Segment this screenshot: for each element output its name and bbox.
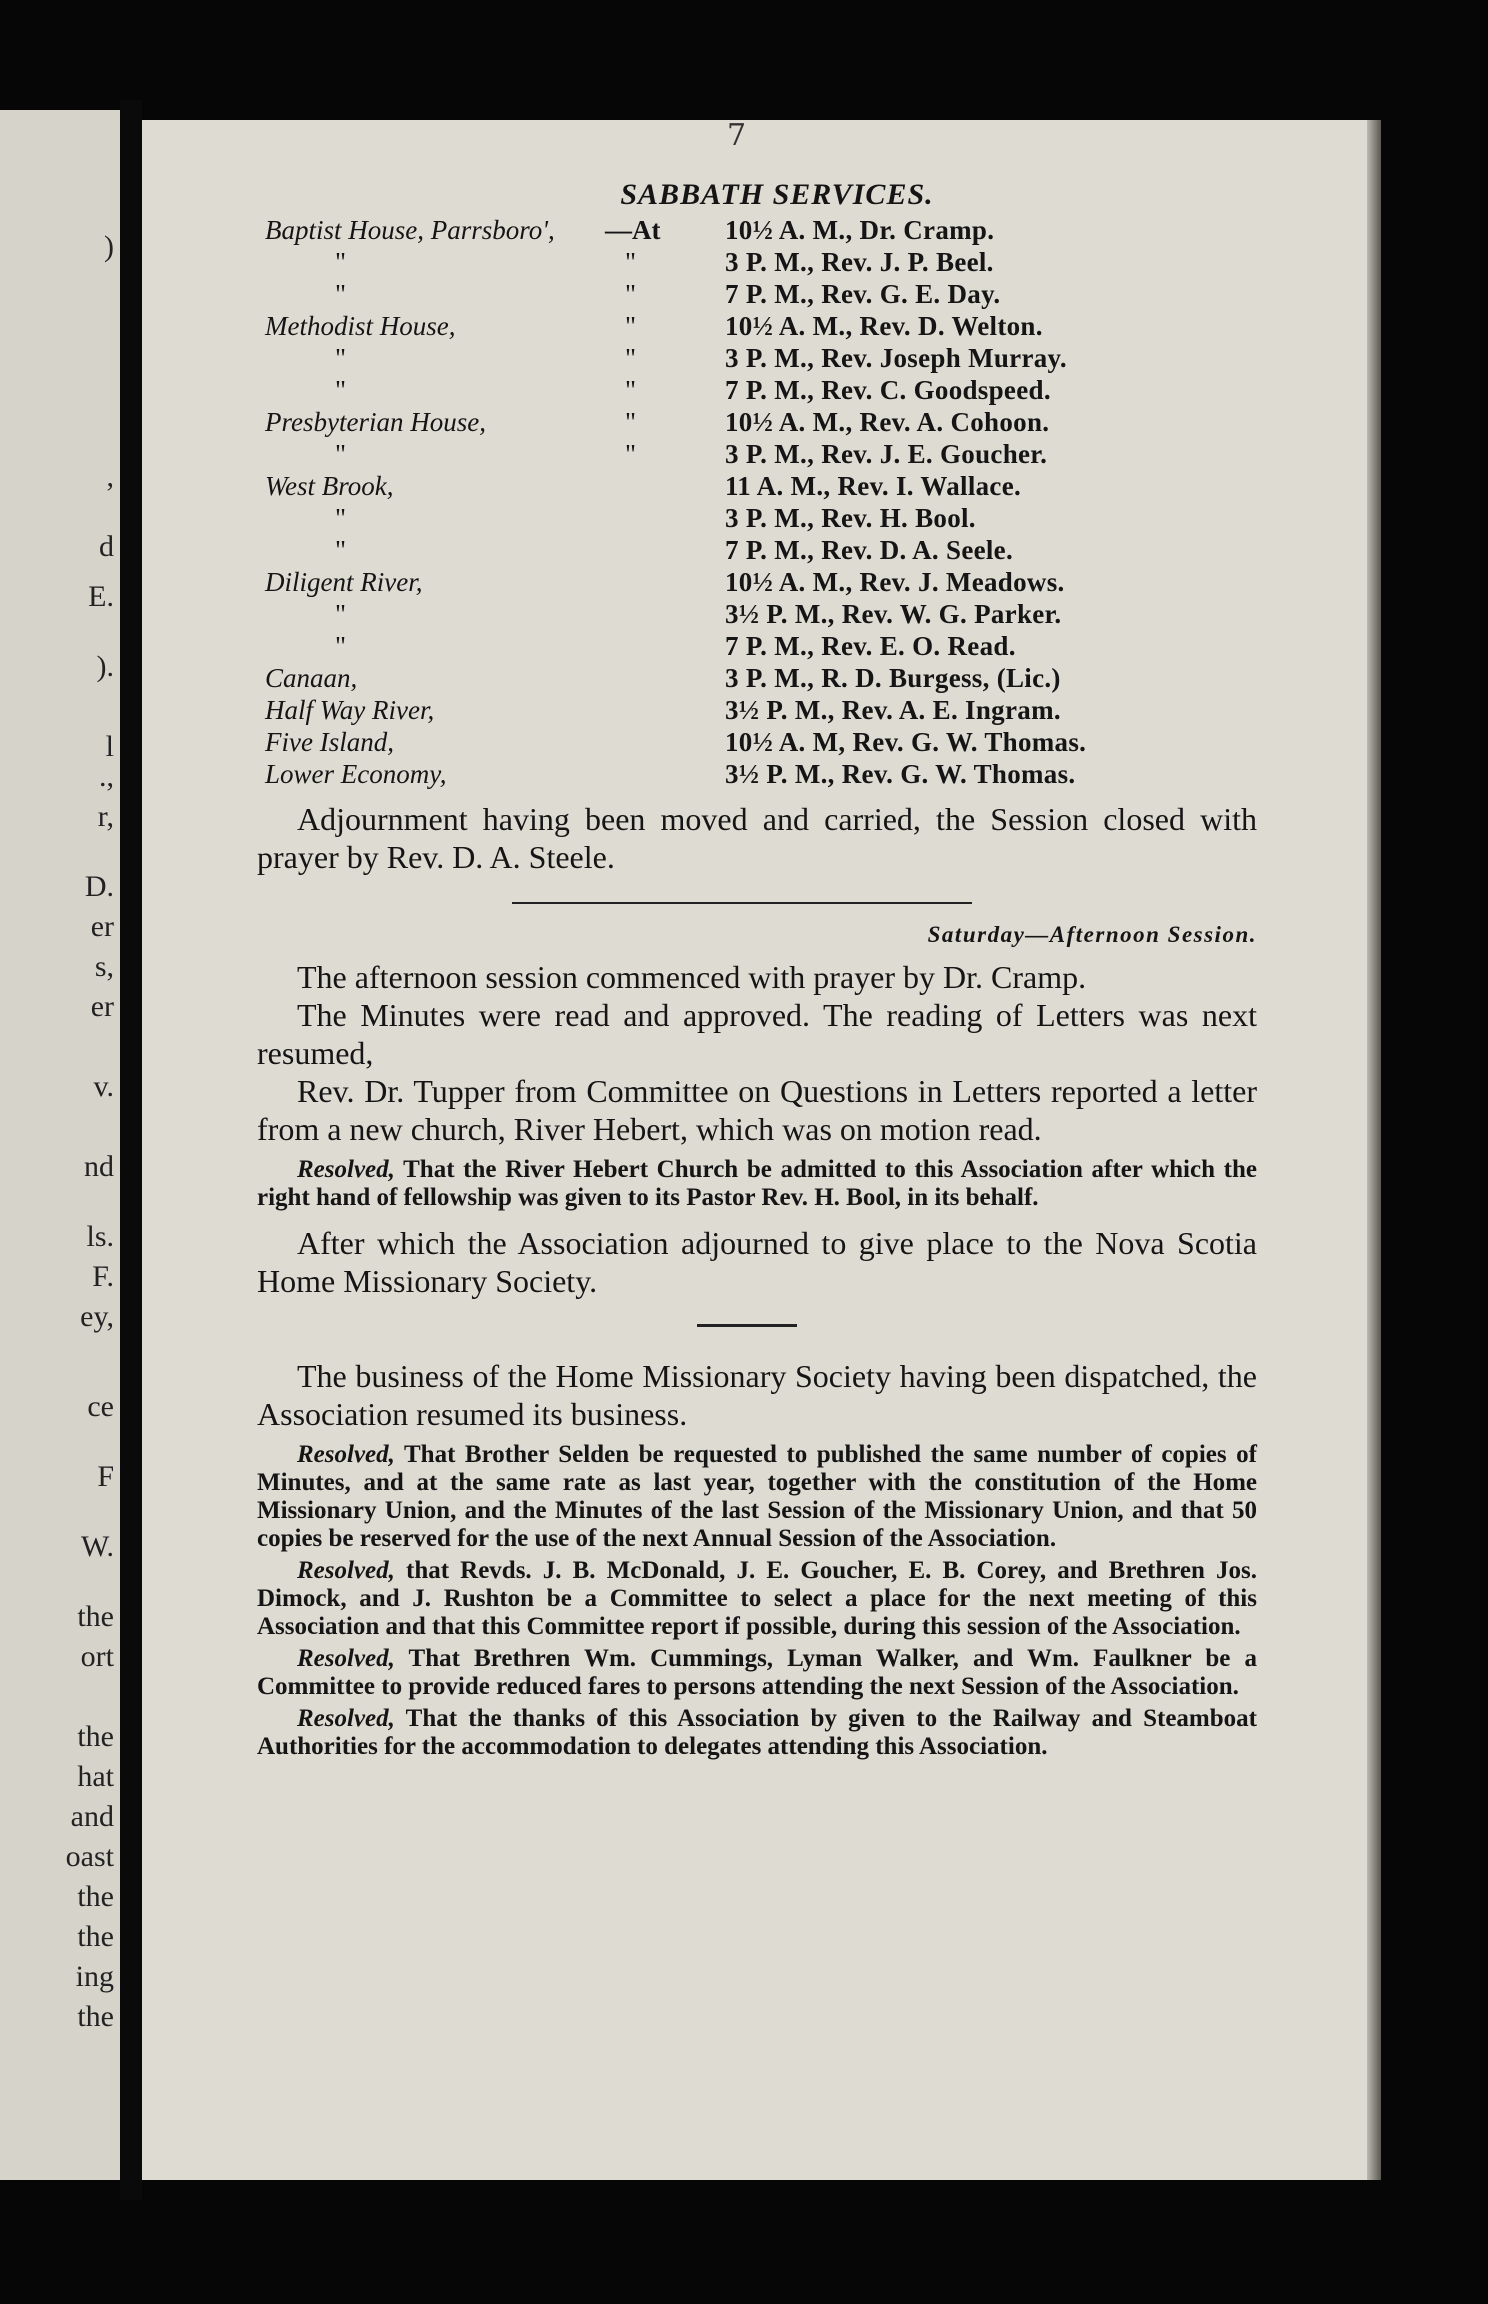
- page-content: [257, 120, 1257, 1765]
- service-row: [265, 278, 1125, 310]
- left-page-fragment: hat: [77, 1760, 114, 1793]
- service-row: [265, 630, 1125, 662]
- afternoon-paragraph: Rev. Dr. Tupper from Committee on Questions in Letters reported a letter from a new church, River Hebert, which was on motion read.: [257, 1073, 1257, 1147]
- resolution-paragraph: [257, 1645, 1257, 1701]
- service-time: 3½ P. M., Rev. A. E. Ingram.: [725, 695, 1061, 725]
- service-time: 10½ A. M., Dr. Cramp.: [725, 215, 995, 245]
- service-time: 3½ P. M., Rev. W. G. Parker.: [725, 599, 1062, 629]
- service-place: Diligent River,: [265, 567, 423, 597]
- resolution-lead: Resolved,: [297, 1645, 395, 1672]
- service-ditto: [605, 598, 725, 630]
- short-divider: [697, 1324, 797, 1327]
- left-page-fragment: l: [105, 730, 114, 763]
- left-page-fragment: the: [77, 2000, 114, 2033]
- left-page-fragment: ,: [106, 460, 114, 493]
- left-page-fragment: D.: [84, 870, 114, 903]
- service-place: West Brook,: [265, 471, 394, 501]
- business-paragraph: The business of the Home Missionary Society having been dispatched, the Association resumed its business.: [257, 1358, 1257, 1432]
- service-time: 10½ A. M., Rev. D. Welton.: [725, 311, 1043, 341]
- left-page-edge: [0, 110, 120, 2180]
- service-ditto: ": [625, 311, 637, 341]
- service-ditto: ": [625, 439, 637, 469]
- service-place: ": [335, 247, 347, 277]
- service-time: 10½ A. M, Rev. G. W. Thomas.: [725, 727, 1087, 757]
- service-time: 3½ P. M., Rev. G. W. Thomas.: [725, 759, 1076, 789]
- left-page-fragment: er: [90, 910, 114, 943]
- service-row: [265, 310, 1125, 342]
- left-page-fragment: s,: [94, 950, 114, 983]
- service-place: ": [335, 375, 347, 405]
- resolution-text: That the thanks of this Association by given to the Railway and Steamboat Authorities for the accommodation to delegates attending this Association.: [257, 1705, 1257, 1760]
- services-table: [265, 214, 1125, 790]
- service-ditto: [605, 566, 725, 598]
- section-heading: SABBATH SERVICES.: [620, 178, 934, 211]
- service-ditto: ": [625, 279, 637, 309]
- service-place: ": [335, 503, 347, 533]
- left-page-fragment: F: [97, 1460, 114, 1493]
- resolutions-list: [257, 1441, 1257, 1761]
- service-ditto: [605, 534, 725, 566]
- resolution-lead: Resolved,: [297, 1705, 395, 1732]
- service-time: 7 P. M., Rev. E. O. Read.: [725, 631, 1016, 661]
- session-title: Saturday—Afternoon Session.: [927, 922, 1257, 947]
- afternoon-paragraph: The Minutes were read and approved. The reading of Letters was next resumed,: [257, 997, 1257, 1071]
- service-row: [265, 598, 1125, 630]
- service-ditto: [605, 662, 725, 694]
- service-row: [265, 470, 1125, 502]
- resolution-text: That Brother Selden be requested to published the same number of copies of Minutes, and at the same rate as last year, together with the constitution of the Home Missionary Union, and the Minutes of the last Session of the Missionary Union, and that 50 copies be reserved for the use of the next Annual Session of the Association.: [257, 1441, 1257, 1552]
- service-time: 3 P. M., Rev. Joseph Murray.: [725, 343, 1067, 373]
- afternoon-paragraph: The afternoon session commenced with prayer by Dr. Cramp.: [297, 959, 1087, 995]
- service-place: ": [335, 599, 347, 629]
- resolution-text: that Revds. J. B. McDonald, J. E. Goucher, E. B. Corey, and Brethren Jos. Dimock, and J. Rushton be a Committee to select a place for the next meeting of this Association and that this Committee report if possible, during this session of the Association.: [257, 1557, 1258, 1640]
- left-page-fragment: and: [70, 1800, 114, 1833]
- service-row: [265, 566, 1125, 598]
- left-page-fragment: W.: [80, 1530, 114, 1563]
- left-page-fragment: d: [99, 530, 114, 563]
- adjourned-paragraph: After which the Association adjourned to give place to the Nova Scotia Home Missionary Society.: [257, 1225, 1257, 1299]
- service-place: ": [335, 439, 347, 469]
- left-page-fragment: er: [90, 990, 114, 1023]
- service-ditto: [605, 694, 725, 726]
- service-place: Half Way River,: [265, 695, 435, 725]
- left-page-fragment: oast: [65, 1840, 114, 1873]
- left-page-fragment: the: [77, 1880, 114, 1913]
- service-place: ": [335, 631, 347, 661]
- service-place: Baptist House, Parrsboro',: [265, 215, 555, 245]
- service-row: [265, 694, 1125, 726]
- service-row: [265, 246, 1125, 278]
- service-ditto: —At: [605, 215, 661, 245]
- left-page-fragment: ing: [75, 1960, 114, 1993]
- service-place: ": [335, 279, 347, 309]
- adjournment-paragraph: Adjournment having been moved and carried, the Session closed with prayer by Rev. D. A. Steele.: [257, 801, 1257, 875]
- left-page-fragment: r,: [97, 800, 114, 833]
- service-time: 7 P. M., Rev. G. E. Day.: [725, 279, 1001, 309]
- resolution-paragraph: [257, 1557, 1257, 1641]
- left-page-fragment: nd: [84, 1150, 114, 1183]
- service-ditto: [605, 502, 725, 534]
- left-page-fragment: F.: [92, 1260, 114, 1293]
- service-time: 3 P. M., Rev. J. E. Goucher.: [725, 439, 1048, 469]
- service-row: [265, 662, 1125, 694]
- service-time: 3 P. M., Rev. J. P. Beel.: [725, 247, 994, 277]
- service-time: 7 P. M., Rev. D. A. Seele.: [725, 535, 1014, 565]
- service-place: Lower Economy,: [265, 759, 447, 789]
- left-page-fragment: ls.: [86, 1220, 114, 1253]
- service-time: 3 P. M., Rev. H. Bool.: [725, 503, 976, 533]
- service-ditto: [605, 726, 725, 758]
- page-number: 7: [727, 120, 747, 153]
- service-place: Methodist House,: [265, 311, 456, 341]
- service-time: 11 A. M., Rev. I. Wallace.: [725, 471, 1022, 501]
- service-row: [265, 214, 1125, 246]
- service-ditto: [605, 470, 725, 502]
- resolution-lead: Resolved,: [297, 1441, 395, 1468]
- service-row: [265, 374, 1125, 406]
- service-time: 7 P. M., Rev. C. Goodspeed.: [725, 375, 1051, 405]
- resolution-text: That Brethren Wm. Cummings, Lyman Walker, and Wm. Faulkner be a Committee to provide reduced fares to persons attending the next Session of the Association.: [257, 1645, 1257, 1700]
- service-place: ": [335, 343, 347, 373]
- service-row: [265, 438, 1125, 470]
- service-row: [265, 726, 1125, 758]
- left-page-fragment: the: [77, 1600, 114, 1633]
- resolution-paragraph: [257, 1441, 1257, 1553]
- left-page-fragment: the: [77, 1920, 114, 1953]
- service-time: 3 P. M., R. D. Burgess, (Lic.): [725, 663, 1061, 693]
- service-ditto: ": [625, 407, 637, 437]
- left-page-fragment: .,: [99, 760, 114, 793]
- left-page-fragment: ).: [96, 650, 114, 683]
- service-ditto: ": [625, 247, 637, 277]
- service-ditto: [605, 630, 725, 662]
- service-place: ": [335, 535, 347, 565]
- service-row: [265, 758, 1125, 790]
- section-divider: [512, 902, 972, 904]
- service-row: [265, 406, 1125, 438]
- left-page-fragment: the: [77, 1720, 114, 1753]
- service-place: Presbyterian House,: [265, 407, 486, 437]
- resolution-text: That the River Hebert Church be admitted to this Association after which the right hand of fellowship was given to its Pastor Rev. H. Bool, in its behalf.: [257, 1156, 1257, 1211]
- resolution-lead: Resolved,: [297, 1156, 395, 1183]
- service-row: [265, 534, 1125, 566]
- page-edge-shadow: [1367, 120, 1381, 2180]
- left-page-fragment: E.: [88, 580, 114, 613]
- service-time: 10½ A. M., Rev. A. Cohoon.: [725, 407, 1050, 437]
- service-ditto: ": [625, 375, 637, 405]
- service-ditto: ": [625, 343, 637, 373]
- service-row: [265, 502, 1125, 534]
- service-ditto: [605, 758, 725, 790]
- resolution-paragraph: [257, 1705, 1257, 1761]
- book-gutter: [120, 100, 142, 2200]
- left-page-fragment: ey,: [80, 1300, 114, 1333]
- left-page-fragment: ce: [87, 1390, 114, 1423]
- resolution-lead: Resolved,: [297, 1557, 395, 1584]
- left-page-fragment: ort: [80, 1640, 114, 1673]
- left-page-fragment: v.: [93, 1070, 114, 1103]
- resolution-paragraph: [257, 1156, 1257, 1212]
- left-page-fragment: ): [104, 230, 114, 263]
- service-row: [265, 342, 1125, 374]
- service-place: Canaan,: [265, 663, 358, 693]
- page: [142, 120, 1367, 2180]
- service-place: Five Island,: [265, 727, 394, 757]
- service-time: 10½ A. M., Rev. J. Meadows.: [725, 567, 1065, 597]
